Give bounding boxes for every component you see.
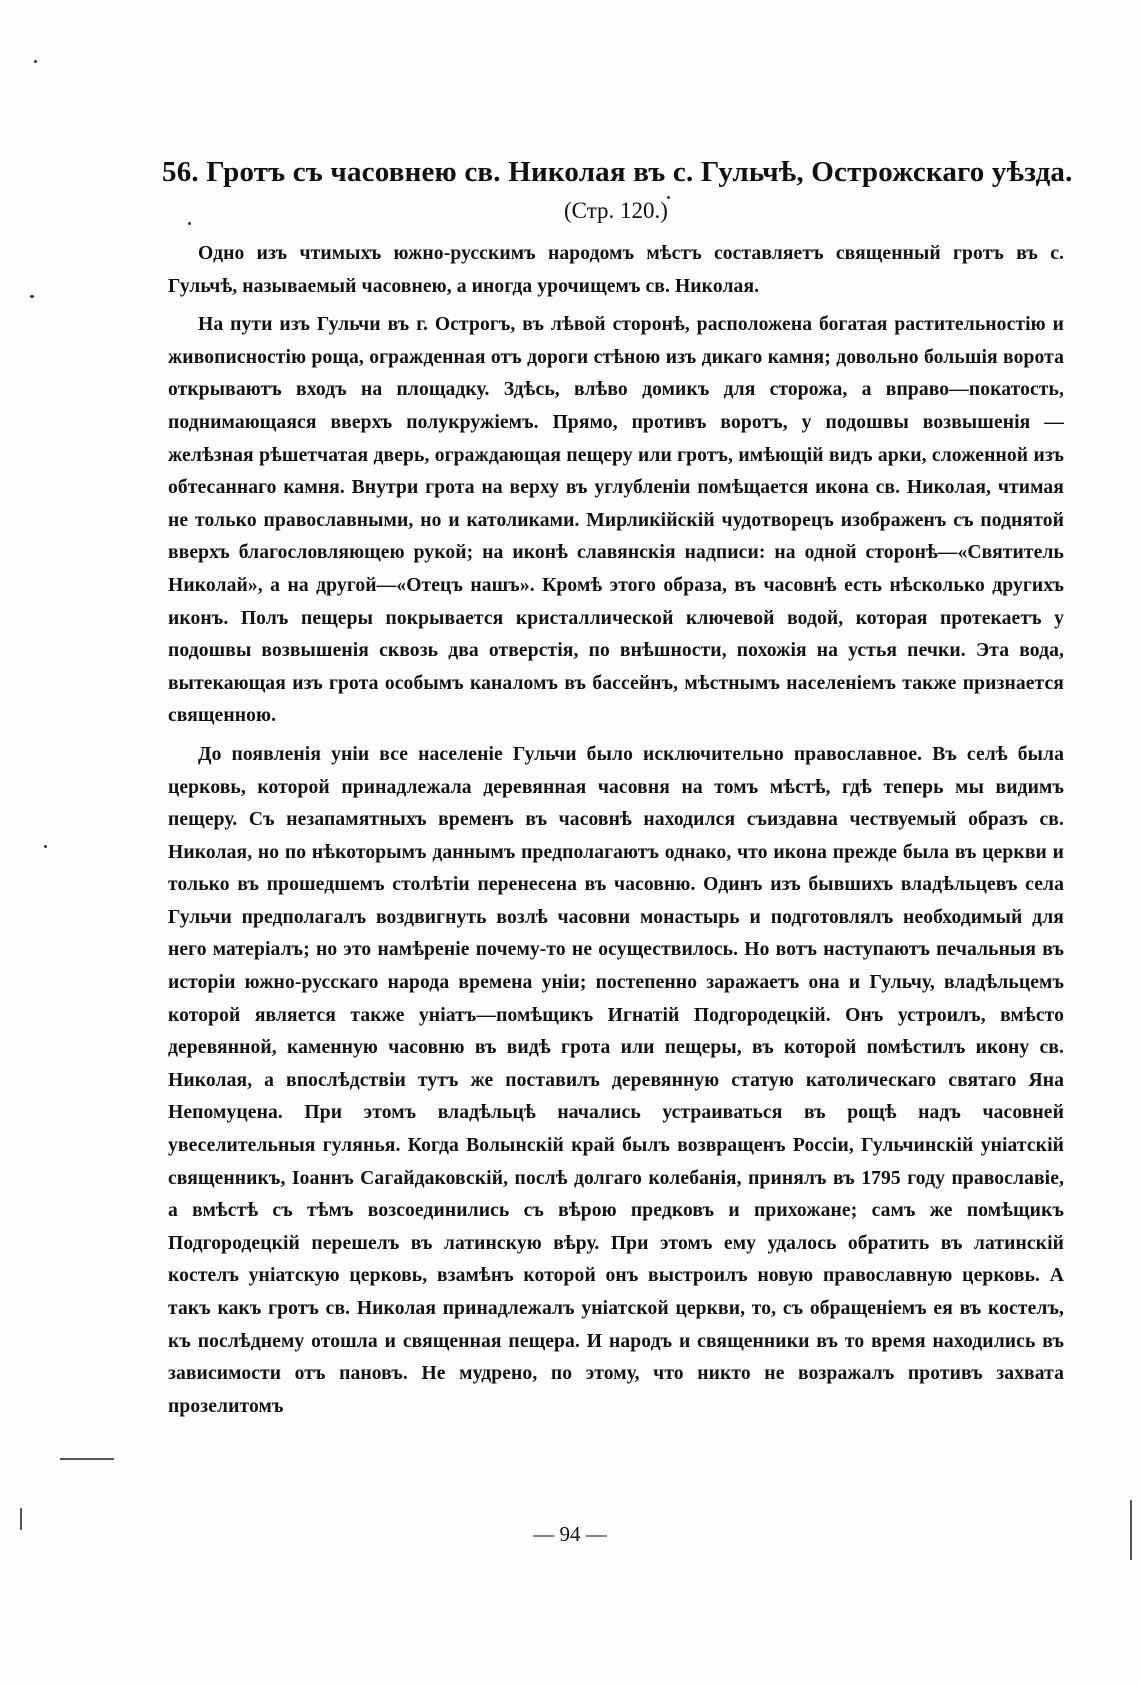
page-reference: (Стр. 120.) — [564, 198, 668, 223]
margin-mark — [60, 1458, 114, 1460]
paragraph-description: На пути изъ Гульчи въ г. Острогъ, въ лѣвой сторонѣ, расположена богатая растительностію и живописностію роща, огражденная отъ дороги стѣною изъ дикаго камня; довольно большія ворота открываютъ входъ на площадку. Здѣсь, влѣво домикъ для сторожа, а вправо—покатость, поднимающаяся вверхъ полукружіемъ. Прямо, противъ воротъ, у подошвы возвышенія —желѣзная рѣшетчатая дверь, ограждающая пещеру или гротъ, имѣющій видъ арки, сложенной изъ обтесаннаго камня. Внутри грота на верху въ углубленіи помѣщается икона св. Николая, чтимая не только православными, но и католиками. Мирликійскій чудотворецъ изображенъ съ поднятой вверхъ благословляющею рукой; на иконѣ славянскія надписи: на одной сторонѣ—«Святитель Николай», а на другой—«Отецъ нашъ». Кромѣ этого образа, въ часовнѣ есть нѣсколько другихъ иконъ. Полъ пещеры покрывается кристаллической ключевой водой, которая протекаетъ у подошвы возвышенія сквозь два отверстія, по внѣшности, похожія на устья печки. Эта вода, вытекающая изъ грота особымъ каналомъ въ бассейнъ, мѣстнымъ населеніемъ также признается священною. — [168, 314, 1064, 727]
margin-speck — [44, 845, 47, 848]
page-content — [162, 152, 1073, 1429]
paragraph-history: До появленія уніи все населеніе Гульчи было исключительно православное. Въ селѣ была церковь, которой принадлежала деревянная часовня на томъ мѣстѣ, гдѣ теперь мы видимъ пещеру. Съ незапамятныхъ временъ въ часовнѣ находился съиздавна чествуемый образъ св. Николая, но по нѣкоторымъ даннымъ предполагаютъ однако, что икона прежде была въ церкви и только въ прошедшемъ столѣтіи перенесена въ часовню. Одинъ изъ бывшихъ владѣльцевъ села Гульчи предполагалъ воздвигнуть возлѣ часовни монастырь и подготовлялъ необходимый для него матеріалъ; но это намѣреніе почему-то не осуществилось. Но вотъ наступаютъ печальныя въ исторіи южно-русскаго народа времена уніи; постепенно заражаетъ она и Гульчу, владѣльцемъ которой является также уніатъ—помѣщикъ Игнатій Подгородецкій. Онъ устроилъ, вмѣсто деревянной, каменную часовню въ видѣ грота или пещеры, въ которой помѣстилъ икону св. Николая, а впослѣдствіи тутъ же поставилъ деревянную статую католическаго святаго Яна Непомуцена. При этомъ владѣльцѣ начались устраиваться въ рощѣ надъ часовней увеселительныя гулянья. Когда Волынскій край былъ возвращенъ Россіи, Гульчинскій уніатскій священникъ, Іоаннъ Сагайдаковскій, послѣ долгаго колебанія, принялъ въ 1795 году православіе, а вмѣстѣ съ тѣмъ возсоединились съ вѣрою предковъ и прихожане; самъ же помѣщикъ Подгородецкій перешелъ въ латинскую вѣру. При этомъ ему удалось обратить въ латинскій костелъ уніатскую церковь, взамѣнъ которой онъ выстроилъ новую православную церковь. А такъ какъ гротъ св. Николая принадлежалъ уніатской церкви, то, съ обращеніемъ ея въ костелъ, къ послѣднему отошла и священная пещера. И народъ и священники въ то время находились въ зависимости отъ пановъ. Не мудрено, по этому, что никто не возражалъ противъ захвата прозелитомъ — [168, 743, 1064, 1417]
section-title: 56. Гротъ съ часовнею св. Николая въ с. Гульчѣ, Острожскаго уѣзда. — [162, 156, 1073, 188]
margin-speck — [30, 295, 34, 298]
paragraph-intro: Одно изъ чтимыхъ южно-русскимъ народомъ мѣстъ составляетъ священный гротъ въ с. Гульчѣ, называемый часовнею, а иногда урочищемъ св. Николая. — [168, 243, 1064, 297]
margin-speck — [34, 60, 37, 63]
page-number: — 94 — — [533, 1522, 607, 1546]
